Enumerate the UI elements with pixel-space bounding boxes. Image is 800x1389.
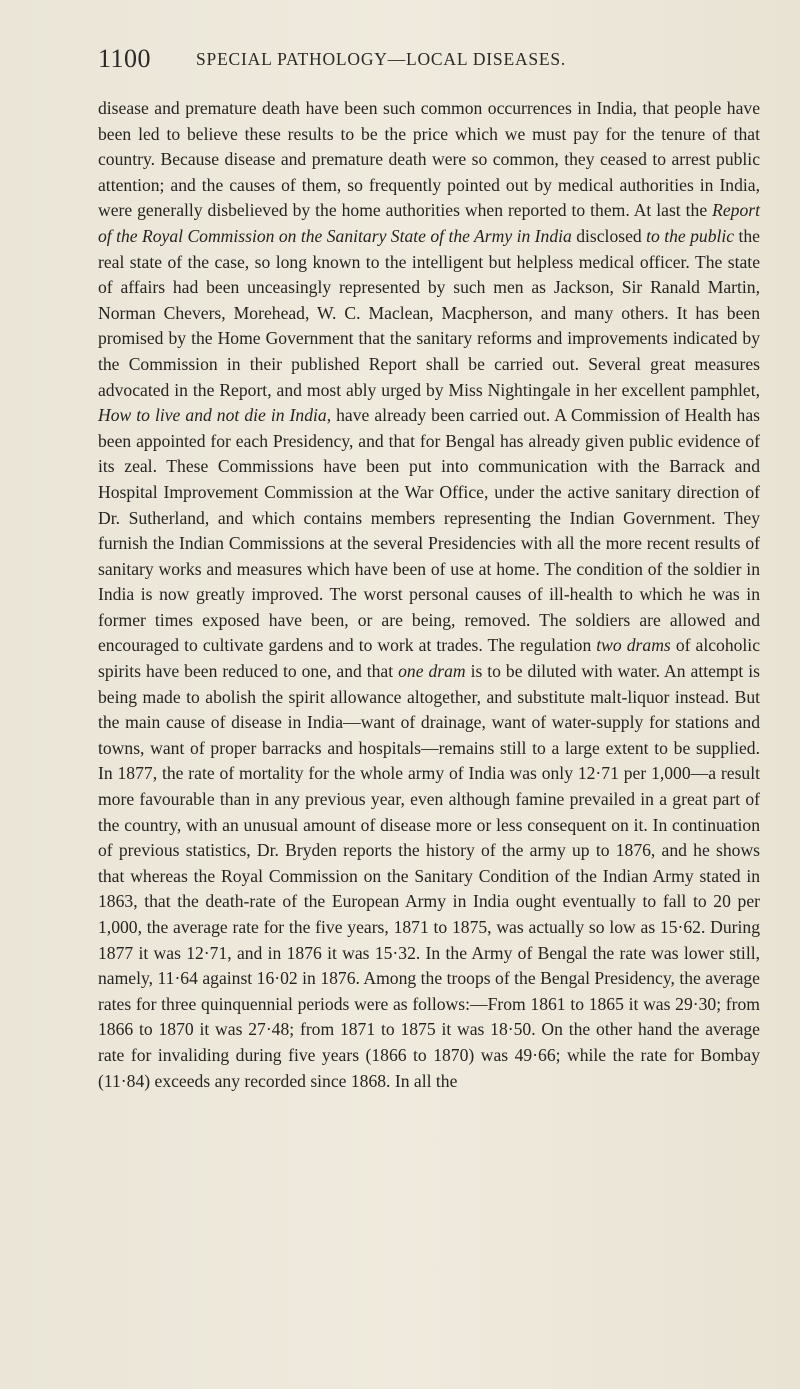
pamphlet-title: How to live and not die in India	[98, 405, 327, 426]
emphasis-two-drams: two drams	[596, 635, 671, 656]
text-segment: disclosed	[571, 225, 647, 246]
page-number: 1100	[98, 44, 152, 73]
emphasis-to-the-public: to the public	[646, 225, 735, 246]
text-segment: disease and premature death have been such common occurrences in India, that people have been led to believe these results to be the price which we must pay for the tenure of that country. Because disease and premature death were so common, they ceased to arrest public attention; and the causes of them, so frequently pointed out by medical authorities in India, were generally disbelieved by the home authorities when reported to them. At last the	[98, 98, 760, 221]
text-segment: the real state of the case, so long known to the intelligent but helpless medical officer. The state of affairs had been unceasingly represented by such men as Jackson, Sir Ranald Martin, Norman Chevers, Morehead, W. C. Maclean, Macpherson, and many others. It has been promised by the Home Government that the sanitary reforms and improvements indicated by the Commission in their published Report shall be carried out. Several great measures advocated in the Report, and most ably urged by Miss Nightingale in her excellent pamphlet,	[98, 225, 760, 400]
running-head	[98, 44, 760, 74]
body-paragraph	[98, 96, 760, 1094]
emphasis-one-dram: one dram	[398, 661, 466, 682]
report-title: Report of the Royal Commission on the Sanitary State of the Army in India	[98, 200, 760, 246]
text-segment: is to be diluted with water. An attempt is being made to abolish the spirit allowance altogether, and substitute malt-liquor instead. But the main cause of disease in India—want of drainage, want of water-supply for stations and towns, want of proper barracks and hospitals—remains still to a large extent to be supplied. In 1877, the rate of mortality for the whole army of India was only 12·71 per 1,000—a result more favourable than in any previous year, even although famine prevailed in a great part of the country, with an unusual amount of disease more or less consequent on it. In continuation of previous statistics, Dr. Bryden reports the history of the army up to 1876, and he shows that whereas the Royal Commission on the Sanitary Condition of the Indian Army stated in 1863, that the death-rate of the European Army in India ought eventually to fall to 20 per 1,000, the average rate for the five years, 1871 to 1875, was actually so low as 15·62. During 1877 it was 12·71, and in 1876 it was 15·32. In the Army of Bengal the rate was lower still, namely, 11·64 against 16·02 in 1876. Among the troops of the Bengal Presidency, the average rates for three quinquennial periods were as follows:—From 1861 to 1865 it was 29·30; from 1866 to 1870 it was 27·48; from 1871 to 1875 it was 18·50. On the other hand the average rate for invaliding during five years (1866 to 1870) was 49·66; while the rate for Bombay (11·84) exceeds any recorded since 1868. In all the	[98, 661, 760, 1091]
text-segment: , have already been carried out. A Commission of Health has been appointed for each Presidency, and that for Bengal has already given public evidence of its zeal. These Commissions have been put into communication with the Barrack and Hospital Improvement Commission at the War Office, under the active sanitary direction of Dr. Sutherland, and which contains members representing the Indian Government. They furnish the Indian Commissions at the several Presidencies with all the more recent results of sanitary works and measures which have been of use at home. The condition of the soldier in India is now greatly improved. The worst personal causes of ill-health to which he was in former times exposed have been, or are being, removed. The soldiers are allowed and encouraged to cultivate gardens and to work at trades. The regulation	[98, 405, 760, 656]
running-head-title: SPECIAL PATHOLOGY—LOCAL DISEASES.	[196, 49, 567, 69]
text-segment: of alcoholic spirits have been reduced to one, and that	[98, 635, 760, 682]
